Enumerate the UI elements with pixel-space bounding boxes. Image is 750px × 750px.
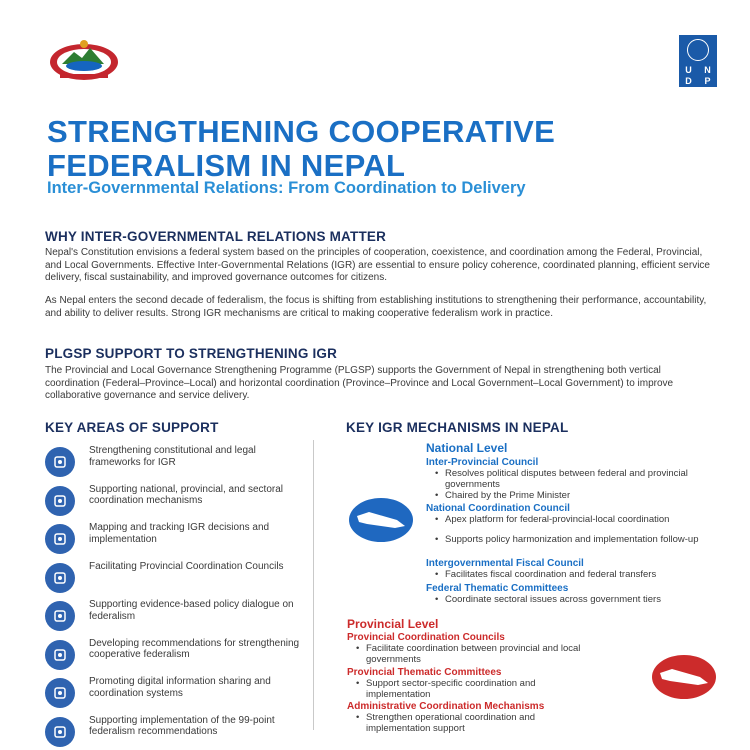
why-paragraph-2: As Nepal enters the second decade of federalism, the focus is shifting from establishing institutions to strengthening their performance, accountability, and ability to deliver results. Strong IGR mechanisms are critical to making cooperative federalism work in practice. (45, 295, 707, 319)
page-title (47, 115, 727, 183)
key-area-item (45, 638, 305, 674)
key-area-item (45, 561, 305, 597)
national-level-heading: National Level (426, 441, 508, 455)
key-area-text: Mapping and tracking IGR decisions and implementation (89, 522, 270, 545)
undp-letter: D (685, 76, 692, 86)
key-area-text: Strengthening constitutional and legal frameworks for IGR (89, 445, 256, 468)
council-icon (45, 563, 75, 593)
key-area-text: Facilitating Provincial Coordination Councils (89, 560, 284, 572)
why-paragraph-1: Nepal's Constitution envisions a federal system based on the principles of cooperation, coexistence, and coordination among the Federal, Provincial, and Local Governments. Effective Inter-Governmental Relations (IGR) are essential to ensure policy coherence, coordinated planning, efficient service delivery, fiscal sustainability, and improved governance outcomes for citizens. (45, 247, 710, 283)
undp-logo (679, 35, 717, 87)
mechanism-bullet: • Facilitate coordination between provincial and local governments (354, 643, 624, 665)
key-area-item (45, 676, 305, 712)
scales-icon (45, 447, 75, 477)
digital-icon (45, 678, 75, 708)
mechanism-bullet: • Apex platform for federal-provincial-local coordination (433, 514, 713, 525)
provincial-map-icon (652, 655, 716, 699)
undp-letter: N (704, 65, 711, 75)
mechanism-bullet: • Supports policy harmonization and implementation follow-up (433, 534, 713, 545)
mechanism-bullet: • Strengthen operational coordination and implementation support (354, 712, 594, 734)
mechanism-bullet: • Support sector-specific coordination and implementation (354, 678, 594, 700)
map-icon (45, 524, 75, 554)
column-divider (313, 440, 314, 730)
mechanisms-heading: KEY IGR MECHANISMS IN NEPAL (346, 420, 569, 435)
nepal-emblem-logo (44, 38, 124, 82)
intergovernmental-fiscal-council-title: Intergovernmental Fiscal Council (426, 558, 584, 569)
un-emblem-icon (687, 39, 709, 61)
key-area-item (45, 484, 305, 520)
key-area-text: Developing recommendations for strengthening cooperative federalism (89, 637, 300, 660)
key-area-text: Supporting implementation of the 99-point federalism recommendations (89, 714, 275, 737)
page-subtitle: Inter-Governmental Relations: From Coordination to Delivery (47, 179, 526, 197)
key-area-text: Promoting digital information sharing and coordination systems (89, 676, 271, 699)
key-area-text: Supporting national, provincial, and sectoral coordination mechanisms (89, 483, 284, 506)
key-areas-list (45, 445, 305, 750)
mechanism-bullet: • Resolves political disputes between federal and provincial governments (433, 468, 713, 490)
national-coordination-council-title: National Coordination Council (426, 503, 570, 514)
title-line-1: STRENGTHENING COOPERATIVE (47, 114, 556, 149)
title-line-2: FEDERALISM IN NEPAL (47, 148, 406, 183)
undp-letter: P (704, 76, 711, 86)
mechanisms-section (346, 420, 726, 435)
plgsp-heading: PLGSP SUPPORT TO STRENGTHENING IGR (45, 346, 338, 361)
why-heading: WHY INTER-GOVERNMENTAL RELATIONS MATTER (45, 229, 387, 244)
network-icon (45, 486, 75, 516)
document-icon (45, 601, 75, 631)
federal-thematic-committees-title: Federal Thematic Committees (426, 583, 569, 594)
provincial-coordination-councils-title: Provincial Coordination Councils (347, 632, 505, 643)
mechanism-bullet: • Facilitates fiscal coordination and federal transfers (433, 569, 723, 580)
chat-icon (45, 640, 75, 670)
key-area-text: Supporting evidence-based policy dialogue on federalism (89, 599, 294, 622)
key-area-item (45, 715, 305, 750)
undp-letter: U (685, 65, 692, 75)
administrative-coordination-mechanisms-title: Administrative Coordination Mechanisms (347, 701, 545, 712)
key-areas-section (45, 420, 305, 750)
national-map-icon (349, 498, 413, 542)
key-areas-heading: KEY AREAS OF SUPPORT (45, 420, 219, 435)
mechanism-bullet: • Chaired by the Prime Minister (433, 490, 713, 501)
provincial-thematic-committees-title: Provincial Thematic Committees (347, 667, 502, 678)
checklist-icon (45, 717, 75, 747)
undp-letters (679, 65, 717, 87)
provincial-level-heading: Provincial Level (347, 617, 439, 631)
key-area-item (45, 522, 305, 558)
plgsp-paragraph: The Provincial and Local Governance Strengthening Programme (PLGSP) supports the Government of Nepal in strengthening both vertical coordination (Federal–Province–Local) and horizontal coordination (Province–Province and Local Government–Local Government) to improve collaborative governance and service delivery. (45, 365, 674, 401)
inter-provincial-council-title: Inter-Provincial Council (426, 457, 539, 468)
mechanism-bullet: • Coordinate sectoral issues across government tiers (433, 594, 728, 605)
key-area-item (45, 599, 305, 635)
key-area-item (45, 445, 305, 481)
